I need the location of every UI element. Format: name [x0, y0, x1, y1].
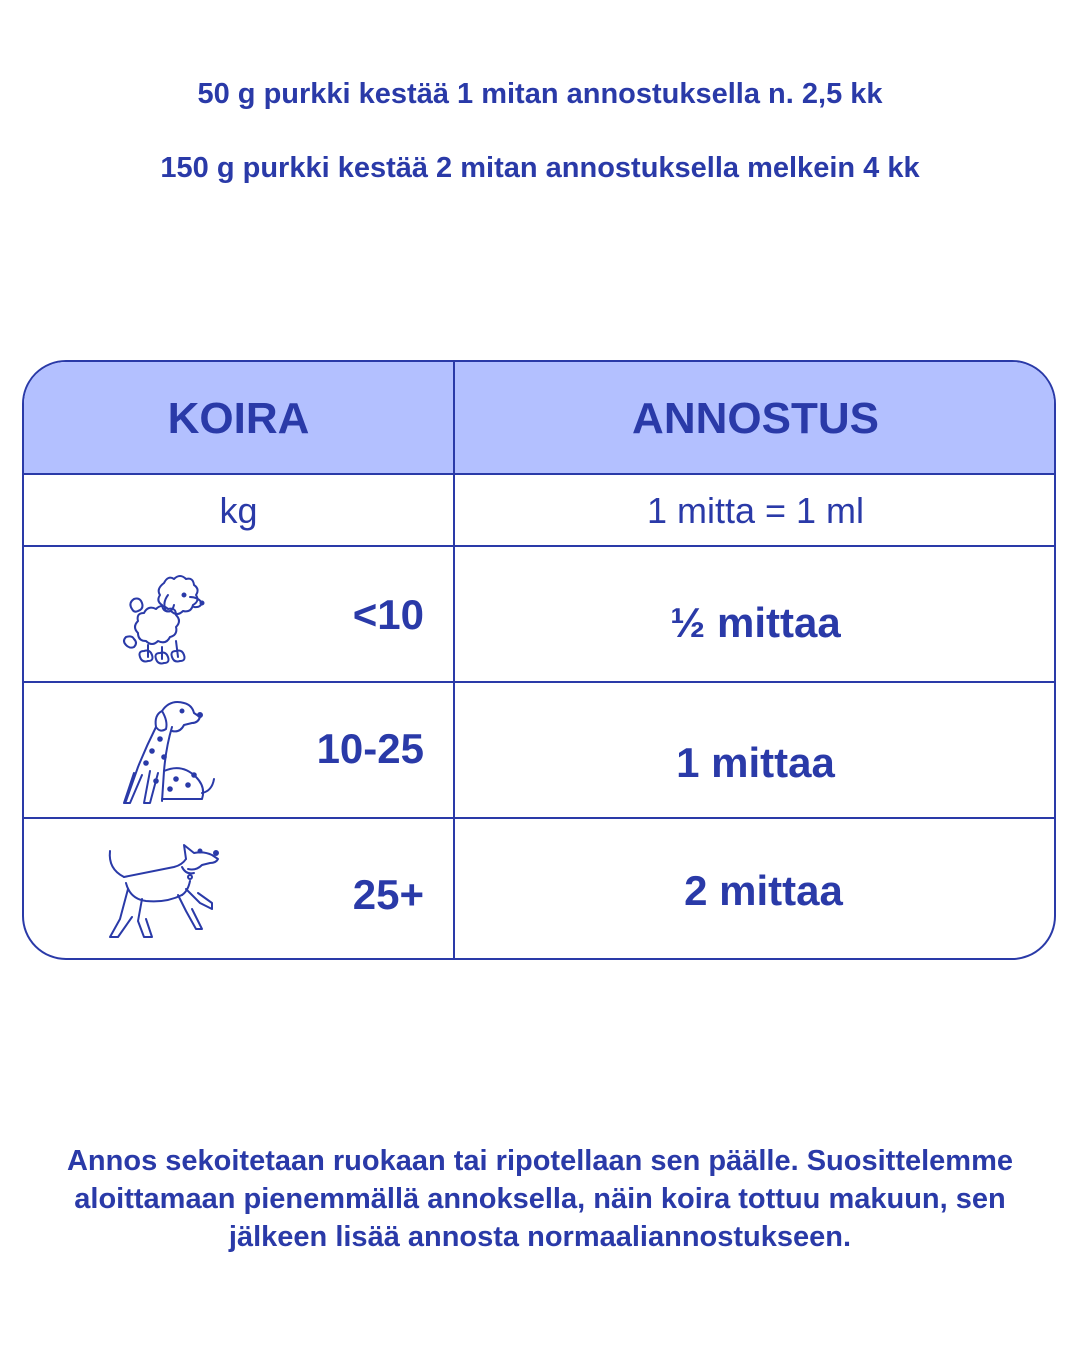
- column-header-koira: KOIRA: [167, 394, 310, 443]
- usage-instructions: Annos sekoitetaan ruokaan tai ripotellaan sen päälle. Suosittelemme aloittamaan pienemmällä annoksella, näin koira tottuu makuun, sen jälkeen lisää annosta normaaliannostukseen.: [66, 1145, 1013, 1253]
- dose-value: ½ mittaa: [670, 599, 841, 646]
- dose-value: 2 mittaa: [684, 867, 843, 914]
- table-row: [24, 547, 1054, 683]
- dosage-table: [22, 360, 1056, 960]
- weight-range: 25+: [352, 871, 424, 918]
- weight-range: <10: [352, 591, 424, 638]
- dalmatian-icon: [104, 693, 224, 809]
- table-row: [24, 819, 1054, 960]
- table-units-row: [24, 475, 1054, 547]
- jar-50g-duration: 50 g purkki kestää 1 mitan annostuksella n. 2,5 kk: [197, 78, 883, 110]
- table-row: [24, 683, 1054, 819]
- large-dog-icon: [104, 839, 224, 949]
- weight-range: 10-25: [316, 725, 424, 772]
- table-header-row: [24, 362, 1054, 475]
- dose-value: 1 mittaa: [676, 739, 835, 786]
- weight-unit-label: kg: [219, 490, 258, 531]
- column-header-annostus: ANNOSTUS: [632, 394, 879, 443]
- jar-150g-duration: 150 g purkki kestää 2 mitan annostuksella melkein 4 kk: [160, 152, 920, 184]
- dose-unit-label: 1 mitta = 1 ml: [646, 490, 865, 531]
- poodle-icon: [104, 569, 224, 669]
